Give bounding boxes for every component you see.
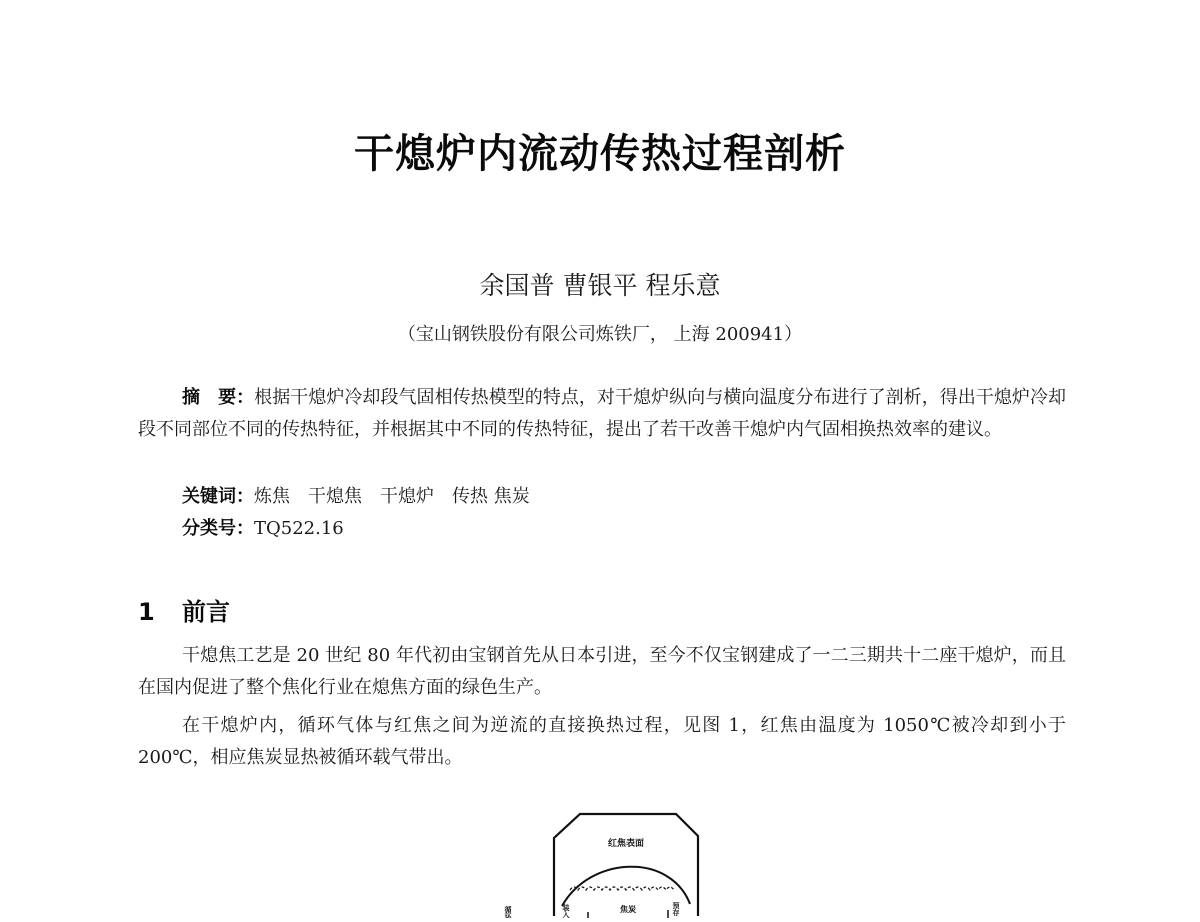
figure-1 [490,808,720,922]
author-list: 余国普 曹银平 程乐意 [479,271,721,300]
classification-code: TQ522.16 [254,518,344,539]
abstract [138,382,1066,446]
keywords-text: 炼焦 干熄焦 干熄炉 传热 焦炭 [254,486,530,507]
section-title: 前言 [182,598,230,626]
paper-title: 干熄炉内流动传热过程剖析 [354,131,846,177]
coke-surface-curve [562,867,690,906]
abstract-text: 根据干熄炉冷却段气固相传热模型的特点，对干熄炉纵向与横向温度分布进行了剖析，得出干熄炉冷却段不同部位不同的传热特征，并根据其中不同的传热特征，提出了若干改善干熄炉内气固相换热效率的建议。 [138,387,1067,440]
furnace-diagram [490,808,720,918]
label-charging: 装入 [562,904,570,918]
furnace-outline [554,814,698,916]
affiliation: （宝山钢铁股份有限公司炼铁厂， 上海 200941） [397,324,803,345]
paragraph-1: 干熄焦工艺是 20 世纪 80 年代初由宝钢首先从日本引进，至今不仅宝钢建成了一二三期共十二座干熄炉，而且在国内促进了整个焦化行业在熄焦方面的绿色生产。 [138,645,1066,698]
label-prechamber: 预存 [672,902,680,916]
label-coke: 焦炭 [620,905,636,914]
label-coke-surface: 红焦表面 [607,839,645,849]
paragraph-2: 在干熄炉内，循环气体与红焦之间为逆流的直接换热过程，见图 1，红焦由温度为 1050℃被冷却到小于 200℃，相应焦炭显热被循环载气带出。 [138,715,1066,768]
keywords [182,482,530,508]
classification [182,514,344,540]
classification-label: 分类号： [182,518,254,539]
label-circulation: 循环 [504,906,512,918]
section-number: 1 [138,598,155,626]
coke-surface-bumps [570,887,674,890]
section-heading [138,592,230,627]
abstract-label: 摘 要： [182,387,255,408]
keywords-label: 关键词： [182,486,254,507]
